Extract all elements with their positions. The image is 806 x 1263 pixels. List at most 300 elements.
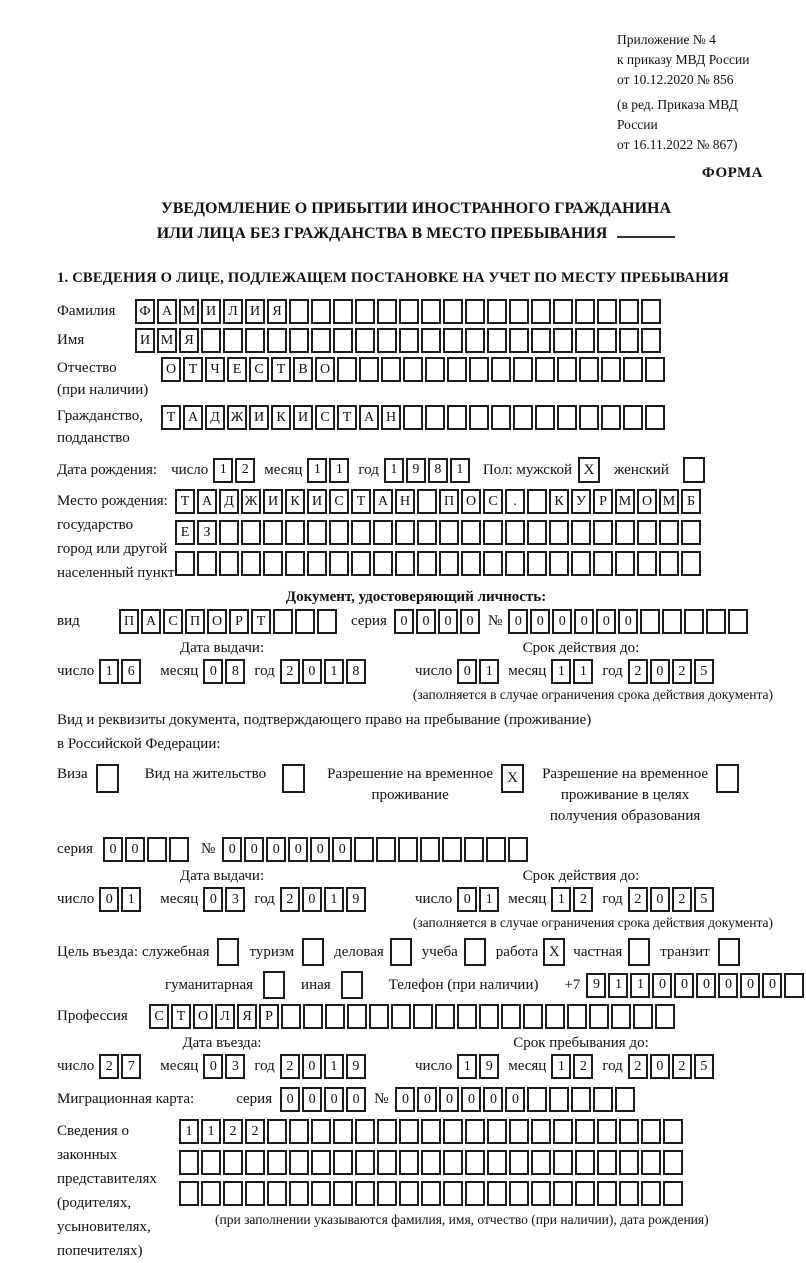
char-box[interactable]: 2 bbox=[280, 1054, 300, 1079]
char-box[interactable]: 2 bbox=[628, 887, 648, 912]
char-box[interactable] bbox=[295, 609, 315, 634]
char-box[interactable] bbox=[597, 1150, 617, 1175]
char-box[interactable] bbox=[464, 837, 484, 862]
char-box[interactable]: А bbox=[157, 299, 177, 324]
char-box[interactable] bbox=[399, 328, 419, 353]
char-box[interactable] bbox=[597, 328, 617, 353]
visa-checkbox[interactable] bbox=[96, 764, 119, 793]
char-box[interactable] bbox=[337, 357, 357, 382]
char-box[interactable]: 0 bbox=[652, 973, 672, 998]
char-box[interactable] bbox=[527, 520, 547, 545]
char-box[interactable]: 0 bbox=[394, 609, 414, 634]
char-box[interactable] bbox=[443, 1150, 463, 1175]
char-box[interactable] bbox=[549, 520, 569, 545]
char-box[interactable] bbox=[443, 299, 463, 324]
char-box[interactable] bbox=[527, 551, 547, 576]
char-box[interactable] bbox=[311, 1119, 331, 1144]
char-box[interactable] bbox=[245, 1150, 265, 1175]
char-box[interactable] bbox=[523, 1004, 543, 1029]
char-box[interactable]: 0 bbox=[596, 609, 616, 634]
char-box[interactable]: 7 bbox=[121, 1054, 141, 1079]
char-box[interactable] bbox=[421, 1150, 441, 1175]
char-box[interactable] bbox=[619, 1119, 639, 1144]
char-box[interactable]: 0 bbox=[483, 1087, 503, 1112]
char-box[interactable]: Е bbox=[175, 520, 195, 545]
char-box[interactable] bbox=[659, 520, 679, 545]
char-box[interactable] bbox=[391, 1004, 411, 1029]
char-box[interactable]: 0 bbox=[222, 837, 242, 862]
char-box[interactable] bbox=[597, 1119, 617, 1144]
char-box[interactable]: Т bbox=[251, 609, 271, 634]
char-box[interactable] bbox=[557, 357, 577, 382]
char-box[interactable] bbox=[663, 1150, 683, 1175]
char-box[interactable]: 0 bbox=[618, 609, 638, 634]
char-box[interactable] bbox=[377, 299, 397, 324]
char-box[interactable]: 0 bbox=[302, 1054, 322, 1079]
char-box[interactable] bbox=[641, 1150, 661, 1175]
char-box[interactable]: 2 bbox=[628, 659, 648, 684]
char-box[interactable]: Л bbox=[223, 299, 243, 324]
char-box[interactable]: 0 bbox=[125, 837, 145, 862]
char-box[interactable]: 0 bbox=[696, 973, 716, 998]
char-box[interactable] bbox=[245, 1181, 265, 1206]
char-box[interactable] bbox=[571, 520, 591, 545]
char-box[interactable]: У bbox=[571, 489, 591, 514]
char-box[interactable]: О bbox=[161, 357, 181, 382]
char-box[interactable]: Т bbox=[171, 1004, 191, 1029]
char-box[interactable] bbox=[611, 1004, 631, 1029]
char-box[interactable]: Я bbox=[237, 1004, 257, 1029]
char-box[interactable]: А bbox=[141, 609, 161, 634]
char-box[interactable] bbox=[443, 1181, 463, 1206]
char-box[interactable] bbox=[289, 328, 309, 353]
char-box[interactable] bbox=[623, 405, 643, 430]
char-box[interactable] bbox=[531, 1181, 551, 1206]
char-box[interactable]: 0 bbox=[324, 1087, 344, 1112]
char-box[interactable] bbox=[491, 357, 511, 382]
char-box[interactable]: 0 bbox=[505, 1087, 525, 1112]
char-box[interactable] bbox=[619, 1150, 639, 1175]
char-box[interactable]: 1 bbox=[551, 1054, 571, 1079]
char-box[interactable]: 0 bbox=[674, 973, 694, 998]
char-box[interactable]: 0 bbox=[244, 837, 264, 862]
char-box[interactable] bbox=[483, 551, 503, 576]
char-box[interactable]: И bbox=[293, 405, 313, 430]
char-box[interactable] bbox=[223, 1150, 243, 1175]
char-box[interactable] bbox=[395, 551, 415, 576]
char-box[interactable]: 1 bbox=[201, 1119, 221, 1144]
char-box[interactable]: Ф bbox=[135, 299, 155, 324]
char-box[interactable]: М bbox=[179, 299, 199, 324]
char-box[interactable] bbox=[567, 1004, 587, 1029]
char-box[interactable] bbox=[597, 299, 617, 324]
char-box[interactable]: 0 bbox=[530, 609, 550, 634]
char-box[interactable]: Е bbox=[227, 357, 247, 382]
char-box[interactable] bbox=[545, 1004, 565, 1029]
char-box[interactable]: Н bbox=[381, 405, 401, 430]
char-box[interactable] bbox=[447, 405, 467, 430]
char-box[interactable]: М bbox=[615, 489, 635, 514]
char-box[interactable] bbox=[219, 520, 239, 545]
char-box[interactable] bbox=[267, 328, 287, 353]
char-box[interactable] bbox=[175, 551, 195, 576]
char-box[interactable]: 0 bbox=[203, 659, 223, 684]
char-box[interactable]: . bbox=[505, 489, 525, 514]
char-box[interactable] bbox=[637, 520, 657, 545]
char-box[interactable]: 1 bbox=[450, 458, 470, 483]
char-box[interactable]: 0 bbox=[461, 1087, 481, 1112]
char-box[interactable] bbox=[355, 1181, 375, 1206]
char-box[interactable]: 0 bbox=[508, 609, 528, 634]
purpose-private-checkbox[interactable] bbox=[628, 938, 650, 966]
char-box[interactable] bbox=[147, 837, 167, 862]
char-box[interactable] bbox=[509, 1119, 529, 1144]
char-box[interactable] bbox=[531, 1119, 551, 1144]
char-box[interactable] bbox=[527, 1087, 547, 1112]
char-box[interactable]: Ж bbox=[227, 405, 247, 430]
edu-permit-checkbox[interactable] bbox=[716, 764, 739, 793]
char-box[interactable] bbox=[465, 1150, 485, 1175]
purpose-work-checkbox[interactable]: X bbox=[543, 938, 565, 966]
purpose-business-checkbox[interactable] bbox=[390, 938, 412, 966]
char-box[interactable] bbox=[553, 1119, 573, 1144]
char-box[interactable]: 0 bbox=[332, 837, 352, 862]
char-box[interactable]: П bbox=[439, 489, 459, 514]
char-box[interactable]: И bbox=[201, 299, 221, 324]
char-box[interactable]: Б bbox=[681, 489, 701, 514]
char-box[interactable] bbox=[289, 299, 309, 324]
char-box[interactable] bbox=[403, 357, 423, 382]
char-box[interactable] bbox=[267, 1150, 287, 1175]
char-box[interactable] bbox=[333, 328, 353, 353]
char-box[interactable] bbox=[241, 520, 261, 545]
char-box[interactable] bbox=[509, 1181, 529, 1206]
char-box[interactable] bbox=[513, 405, 533, 430]
char-box[interactable] bbox=[439, 520, 459, 545]
char-box[interactable] bbox=[645, 405, 665, 430]
char-box[interactable]: С bbox=[329, 489, 349, 514]
char-box[interactable]: С bbox=[149, 1004, 169, 1029]
char-box[interactable]: И bbox=[307, 489, 327, 514]
char-box[interactable] bbox=[351, 520, 371, 545]
char-box[interactable] bbox=[663, 1119, 683, 1144]
char-box[interactable] bbox=[487, 1150, 507, 1175]
char-box[interactable] bbox=[593, 551, 613, 576]
char-box[interactable]: 9 bbox=[346, 887, 366, 912]
char-box[interactable]: О bbox=[193, 1004, 213, 1029]
char-box[interactable]: 0 bbox=[416, 609, 436, 634]
char-box[interactable] bbox=[486, 837, 506, 862]
char-box[interactable] bbox=[377, 1150, 397, 1175]
char-box[interactable] bbox=[487, 299, 507, 324]
char-box[interactable]: 1 bbox=[324, 1054, 344, 1079]
char-box[interactable] bbox=[421, 1119, 441, 1144]
char-box[interactable] bbox=[263, 551, 283, 576]
char-box[interactable]: В bbox=[293, 357, 313, 382]
char-box[interactable] bbox=[487, 1119, 507, 1144]
char-box[interactable]: 5 bbox=[694, 1054, 714, 1079]
char-box[interactable]: 1 bbox=[551, 659, 571, 684]
char-box[interactable]: 2 bbox=[280, 887, 300, 912]
char-box[interactable] bbox=[311, 1181, 331, 1206]
char-box[interactable] bbox=[527, 489, 547, 514]
char-box[interactable]: А bbox=[197, 489, 217, 514]
char-box[interactable]: 0 bbox=[438, 609, 458, 634]
char-box[interactable]: О bbox=[461, 489, 481, 514]
char-box[interactable]: 1 bbox=[479, 659, 499, 684]
char-box[interactable] bbox=[377, 1119, 397, 1144]
char-box[interactable]: 0 bbox=[302, 659, 322, 684]
char-box[interactable]: Т bbox=[175, 489, 195, 514]
char-box[interactable]: 1 bbox=[324, 887, 344, 912]
char-box[interactable]: Р bbox=[229, 609, 249, 634]
char-box[interactable] bbox=[421, 1181, 441, 1206]
char-box[interactable] bbox=[399, 299, 419, 324]
char-box[interactable]: 1 bbox=[213, 458, 233, 483]
char-box[interactable]: 8 bbox=[428, 458, 448, 483]
char-box[interactable]: Т bbox=[183, 357, 203, 382]
char-box[interactable] bbox=[531, 299, 551, 324]
char-box[interactable] bbox=[597, 1181, 617, 1206]
char-box[interactable]: К bbox=[271, 405, 291, 430]
char-box[interactable] bbox=[681, 520, 701, 545]
char-box[interactable] bbox=[501, 1004, 521, 1029]
char-box[interactable] bbox=[579, 405, 599, 430]
char-box[interactable] bbox=[179, 1181, 199, 1206]
char-box[interactable] bbox=[425, 357, 445, 382]
char-box[interactable] bbox=[641, 1119, 661, 1144]
char-box[interactable] bbox=[223, 1181, 243, 1206]
char-box[interactable]: А bbox=[359, 405, 379, 430]
char-box[interactable]: 1 bbox=[573, 659, 593, 684]
char-box[interactable] bbox=[575, 1150, 595, 1175]
char-box[interactable] bbox=[469, 357, 489, 382]
char-box[interactable]: К bbox=[549, 489, 569, 514]
char-box[interactable]: 1 bbox=[121, 887, 141, 912]
purpose-humanitarian-checkbox[interactable] bbox=[263, 971, 285, 999]
char-box[interactable] bbox=[201, 328, 221, 353]
char-box[interactable] bbox=[461, 551, 481, 576]
char-box[interactable] bbox=[553, 1181, 573, 1206]
char-box[interactable] bbox=[487, 1181, 507, 1206]
char-box[interactable] bbox=[513, 357, 533, 382]
char-box[interactable] bbox=[355, 299, 375, 324]
char-box[interactable] bbox=[549, 1087, 569, 1112]
char-box[interactable] bbox=[201, 1181, 221, 1206]
char-box[interactable] bbox=[329, 551, 349, 576]
char-box[interactable] bbox=[398, 837, 418, 862]
char-box[interactable]: 2 bbox=[99, 1054, 119, 1079]
char-box[interactable] bbox=[435, 1004, 455, 1029]
char-box[interactable]: И bbox=[245, 299, 265, 324]
char-box[interactable] bbox=[351, 551, 371, 576]
char-box[interactable]: П bbox=[185, 609, 205, 634]
purpose-study-checkbox[interactable] bbox=[464, 938, 486, 966]
char-box[interactable] bbox=[619, 328, 639, 353]
char-box[interactable] bbox=[355, 1119, 375, 1144]
char-box[interactable]: А bbox=[183, 405, 203, 430]
char-box[interactable]: 2 bbox=[628, 1054, 648, 1079]
char-box[interactable] bbox=[395, 520, 415, 545]
char-box[interactable]: 9 bbox=[586, 973, 606, 998]
char-box[interactable]: 0 bbox=[439, 1087, 459, 1112]
char-box[interactable]: О bbox=[315, 357, 335, 382]
char-box[interactable]: 1 bbox=[608, 973, 628, 998]
char-box[interactable]: 0 bbox=[103, 837, 123, 862]
char-box[interactable] bbox=[457, 1004, 477, 1029]
char-box[interactable] bbox=[479, 1004, 499, 1029]
char-box[interactable] bbox=[509, 328, 529, 353]
char-box[interactable] bbox=[535, 405, 555, 430]
char-box[interactable]: 5 bbox=[694, 887, 714, 912]
char-box[interactable] bbox=[303, 1004, 323, 1029]
char-box[interactable]: 0 bbox=[310, 837, 330, 862]
char-box[interactable] bbox=[443, 1119, 463, 1144]
char-box[interactable]: 0 bbox=[574, 609, 594, 634]
char-box[interactable]: 0 bbox=[740, 973, 760, 998]
char-box[interactable] bbox=[223, 328, 243, 353]
char-box[interactable]: 2 bbox=[573, 887, 593, 912]
char-box[interactable] bbox=[245, 328, 265, 353]
char-box[interactable] bbox=[289, 1119, 309, 1144]
char-box[interactable] bbox=[403, 405, 423, 430]
char-box[interactable] bbox=[531, 328, 551, 353]
char-box[interactable] bbox=[487, 328, 507, 353]
char-box[interactable] bbox=[381, 357, 401, 382]
char-box[interactable] bbox=[413, 1004, 433, 1029]
char-box[interactable] bbox=[399, 1150, 419, 1175]
char-box[interactable] bbox=[197, 551, 217, 576]
char-box[interactable] bbox=[575, 299, 595, 324]
char-box[interactable] bbox=[553, 299, 573, 324]
char-box[interactable]: К bbox=[285, 489, 305, 514]
char-box[interactable] bbox=[311, 299, 331, 324]
char-box[interactable]: А bbox=[373, 489, 393, 514]
char-box[interactable] bbox=[465, 299, 485, 324]
char-box[interactable]: 8 bbox=[225, 659, 245, 684]
char-box[interactable]: 2 bbox=[672, 659, 692, 684]
char-box[interactable] bbox=[553, 328, 573, 353]
char-box[interactable] bbox=[333, 299, 353, 324]
char-box[interactable]: Р bbox=[593, 489, 613, 514]
char-box[interactable] bbox=[641, 1181, 661, 1206]
char-box[interactable]: 1 bbox=[384, 458, 404, 483]
char-box[interactable]: М bbox=[659, 489, 679, 514]
char-box[interactable] bbox=[425, 405, 445, 430]
char-box[interactable]: 1 bbox=[329, 458, 349, 483]
residence-permit-checkbox[interactable] bbox=[282, 764, 305, 793]
char-box[interactable] bbox=[593, 1087, 613, 1112]
char-box[interactable]: 1 bbox=[551, 887, 571, 912]
char-box[interactable]: 2 bbox=[672, 1054, 692, 1079]
purpose-other-checkbox[interactable] bbox=[341, 971, 363, 999]
char-box[interactable] bbox=[376, 837, 396, 862]
char-box[interactable] bbox=[575, 328, 595, 353]
char-box[interactable]: 1 bbox=[99, 659, 119, 684]
char-box[interactable]: 3 bbox=[225, 887, 245, 912]
char-box[interactable] bbox=[509, 299, 529, 324]
char-box[interactable] bbox=[241, 551, 261, 576]
char-box[interactable]: Д bbox=[219, 489, 239, 514]
char-box[interactable] bbox=[684, 609, 704, 634]
char-box[interactable]: 0 bbox=[302, 887, 322, 912]
char-box[interactable] bbox=[706, 609, 726, 634]
char-box[interactable] bbox=[641, 299, 661, 324]
char-box[interactable] bbox=[633, 1004, 653, 1029]
char-box[interactable] bbox=[531, 1150, 551, 1175]
char-box[interactable]: Я bbox=[267, 299, 287, 324]
char-box[interactable]: П bbox=[119, 609, 139, 634]
char-box[interactable]: 0 bbox=[280, 1087, 300, 1112]
char-box[interactable]: Т bbox=[161, 405, 181, 430]
char-box[interactable] bbox=[273, 609, 293, 634]
char-box[interactable] bbox=[447, 357, 467, 382]
char-box[interactable]: 6 bbox=[121, 659, 141, 684]
char-box[interactable] bbox=[179, 1150, 199, 1175]
char-box[interactable]: 1 bbox=[457, 1054, 477, 1079]
char-box[interactable] bbox=[505, 520, 525, 545]
char-box[interactable]: 0 bbox=[762, 973, 782, 998]
char-box[interactable]: 0 bbox=[266, 837, 286, 862]
char-box[interactable] bbox=[417, 520, 437, 545]
char-box[interactable] bbox=[615, 1087, 635, 1112]
char-box[interactable]: 0 bbox=[650, 659, 670, 684]
char-box[interactable]: Ч bbox=[205, 357, 225, 382]
char-box[interactable] bbox=[505, 551, 525, 576]
char-box[interactable]: 2 bbox=[573, 1054, 593, 1079]
char-box[interactable]: Р bbox=[259, 1004, 279, 1029]
char-box[interactable] bbox=[307, 551, 327, 576]
char-box[interactable] bbox=[439, 551, 459, 576]
char-box[interactable] bbox=[417, 489, 437, 514]
char-box[interactable] bbox=[355, 1150, 375, 1175]
char-box[interactable]: Т bbox=[351, 489, 371, 514]
char-box[interactable] bbox=[461, 520, 481, 545]
char-box[interactable] bbox=[373, 551, 393, 576]
purpose-tourism-checkbox[interactable] bbox=[302, 938, 324, 966]
char-box[interactable] bbox=[377, 328, 397, 353]
char-box[interactable]: 2 bbox=[223, 1119, 243, 1144]
char-box[interactable] bbox=[421, 299, 441, 324]
char-box[interactable] bbox=[311, 328, 331, 353]
char-box[interactable] bbox=[601, 357, 621, 382]
char-box[interactable] bbox=[201, 1150, 221, 1175]
sex-female-checkbox[interactable] bbox=[683, 457, 705, 483]
char-box[interactable] bbox=[333, 1119, 353, 1144]
char-box[interactable] bbox=[285, 551, 305, 576]
char-box[interactable] bbox=[417, 551, 437, 576]
char-box[interactable]: 0 bbox=[99, 887, 119, 912]
char-box[interactable] bbox=[329, 520, 349, 545]
char-box[interactable]: 9 bbox=[346, 1054, 366, 1079]
char-box[interactable] bbox=[640, 609, 660, 634]
char-box[interactable]: С bbox=[315, 405, 335, 430]
char-box[interactable] bbox=[615, 551, 635, 576]
char-box[interactable] bbox=[420, 837, 440, 862]
char-box[interactable] bbox=[421, 328, 441, 353]
char-box[interactable] bbox=[355, 328, 375, 353]
char-box[interactable]: 2 bbox=[235, 458, 255, 483]
char-box[interactable]: 2 bbox=[245, 1119, 265, 1144]
purpose-official-checkbox[interactable] bbox=[217, 938, 239, 966]
char-box[interactable] bbox=[637, 551, 657, 576]
char-box[interactable]: 0 bbox=[203, 887, 223, 912]
char-box[interactable]: З bbox=[197, 520, 217, 545]
char-box[interactable] bbox=[589, 1004, 609, 1029]
char-box[interactable] bbox=[399, 1119, 419, 1144]
char-box[interactable] bbox=[659, 551, 679, 576]
char-box[interactable] bbox=[641, 328, 661, 353]
